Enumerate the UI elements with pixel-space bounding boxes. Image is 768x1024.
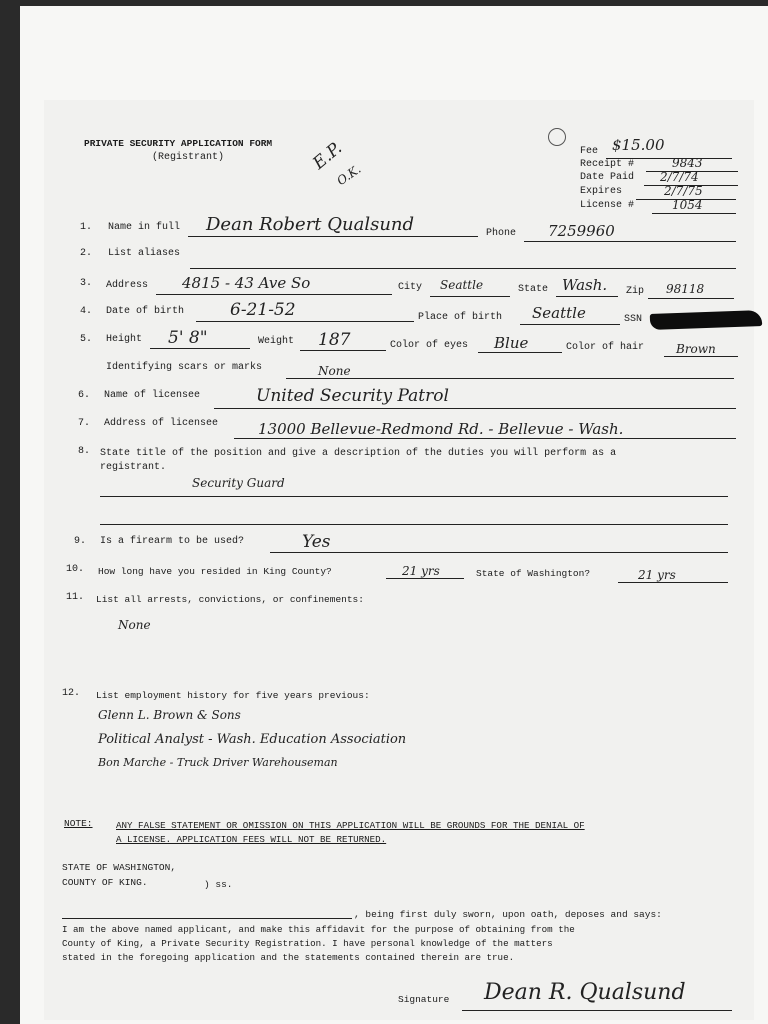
affidavit-line-2: I am the above named applicant, and make this affidavit for the purpose of obtaining from the	[62, 924, 575, 935]
employment-entry-1: Glenn L. Brown & Sons	[98, 708, 241, 722]
item-number-9: 9.	[74, 536, 87, 547]
form-title: PRIVATE SECURITY APPLICATION FORM	[84, 138, 273, 149]
punch-hole-mark	[548, 128, 566, 146]
licensee-label: Name of licensee	[104, 390, 201, 401]
weight-line	[300, 350, 386, 351]
state-line	[556, 296, 618, 297]
hair-label: Color of hair	[566, 342, 645, 353]
affidavit-line-4: stated in the foregoing application and the statements contained therein are true.	[62, 952, 515, 963]
hair-line	[664, 356, 738, 357]
pob-label: Place of birth	[418, 312, 503, 323]
scars-value: None	[318, 364, 351, 378]
date-paid-label: Date Paid	[580, 172, 635, 183]
position-line-1	[100, 496, 728, 497]
firearm-value: Yes	[302, 532, 331, 552]
arrests-label: List all arrests, convictions, or confinements:	[96, 594, 364, 605]
name-label: Name in full	[108, 222, 181, 233]
date-paid-value: 2/7/74	[660, 170, 699, 184]
expires-label: Expires	[580, 186, 623, 197]
county-residence-label: How long have you resided in King County?	[98, 566, 332, 577]
form-subtitle: (Registrant)	[152, 152, 225, 163]
zip-value: 98118	[666, 282, 705, 296]
affidavit-county: COUNTY OF KING.	[62, 877, 148, 888]
state-residence-value: 21 yrs	[638, 568, 676, 582]
zip-label: Zip	[626, 286, 645, 297]
pob-value: Seattle	[532, 304, 586, 322]
item-number-1: 1.	[80, 222, 93, 233]
phone-line	[524, 241, 736, 242]
phone-value: 7259960	[548, 222, 615, 240]
city-line	[430, 296, 510, 297]
aliases-line	[190, 268, 736, 269]
affidavit-line-3: County of King, a Private Security Registration. I have personal knowledge of the matters	[62, 938, 553, 949]
address-value: 4815 - 43 Ave So	[182, 274, 311, 292]
zip-line	[648, 298, 734, 299]
license-line	[652, 213, 736, 214]
state-residence-label: State of Washington?	[476, 568, 591, 579]
affidavit-line-1: , being first duly sworn, upon oath, deposes and says:	[354, 909, 662, 920]
position-label-1: State title of the position and give a description of the duties you will perform as a	[100, 448, 617, 459]
handwritten-initials: E.P.	[309, 138, 346, 174]
firearm-label: Is a firearm to be used?	[100, 536, 245, 547]
note-text-2: A LICENSE. APPLICATION FEES WILL NOT BE RETURNED.	[116, 834, 387, 845]
license-label: License #	[580, 200, 635, 211]
item-number-6: 6.	[78, 390, 91, 401]
licensee-value: United Security Patrol	[256, 386, 449, 406]
item-number-3: 3.	[80, 278, 93, 289]
county-residence-value: 21 yrs	[402, 564, 440, 578]
dob-label: Date of birth	[106, 306, 185, 317]
arrests-value: None	[118, 618, 151, 632]
fee-label: Fee	[580, 146, 599, 157]
employment-label: List employment history for five years previous:	[96, 690, 370, 701]
county-residence-line	[386, 578, 464, 579]
ssn-label: SSN	[624, 314, 643, 325]
handwritten-ok: O.K.	[334, 161, 364, 189]
item-number-4: 4.	[80, 306, 93, 317]
scars-label: Identifying scars or marks	[106, 362, 263, 373]
dob-value: 6-21-52	[230, 300, 296, 320]
height-label: Height	[106, 334, 143, 345]
height-line	[150, 348, 250, 349]
item-number-7: 7.	[78, 418, 91, 429]
address-line	[156, 294, 392, 295]
state-label: State	[518, 284, 549, 295]
expires-value: 2/7/75	[664, 184, 703, 198]
weight-label: Weight	[258, 336, 295, 347]
scars-line	[286, 378, 734, 379]
position-label-2: registrant.	[100, 462, 167, 473]
license-value: 1054	[672, 198, 703, 212]
name-value: Dean Robert Qualsund	[206, 214, 415, 235]
licensee-address-label: Address of licensee	[104, 418, 219, 429]
item-number-5: 5.	[80, 334, 93, 345]
eyes-label: Color of eyes	[390, 340, 469, 351]
signature-line	[462, 1010, 732, 1011]
note-text-1: ANY FALSE STATEMENT OR OMISSION ON THIS APPLICATION WILL BE GROUNDS FOR THE DENIAL OF	[116, 820, 585, 831]
fee-value: $15.00	[612, 136, 665, 154]
receipt-label: Receipt #	[580, 159, 635, 170]
employment-entry-3: Bon Marche - Truck Driver Warehouseman	[98, 756, 338, 769]
affiant-name-line	[62, 918, 352, 919]
position-line-2	[100, 524, 728, 525]
licensee-address-line	[234, 438, 736, 439]
item-number-11: 11.	[66, 592, 85, 603]
licensee-address-value: 13000 Bellevue-Redmond Rd. - Bellevue - Wash.	[258, 420, 624, 438]
item-number-12: 12.	[62, 688, 81, 699]
weight-value: 187	[318, 330, 351, 350]
affidavit-state: STATE OF WASHINGTON,	[62, 862, 177, 873]
affidavit-ss: ) ss.	[204, 879, 233, 890]
eyes-line	[478, 352, 562, 353]
name-line	[188, 236, 478, 237]
signature-label: Signature	[398, 994, 450, 1005]
note-label: NOTE:	[64, 818, 93, 829]
employment-entry-2: Political Analyst - Wash. Education Association	[98, 732, 407, 747]
aliases-label: List aliases	[108, 248, 181, 259]
position-value: Security Guard	[192, 476, 285, 490]
applicant-signature: Dean R. Qualsund	[484, 980, 686, 1005]
address-label: Address	[106, 280, 149, 291]
hair-value: Brown	[676, 342, 716, 356]
dob-line	[196, 321, 414, 322]
city-value: Seattle	[440, 278, 484, 292]
phone-label: Phone	[486, 228, 517, 239]
city-label: City	[398, 282, 423, 293]
item-number-2: 2.	[80, 248, 93, 259]
height-value: 5' 8"	[168, 328, 208, 348]
pob-line	[520, 324, 620, 325]
receipt-value: 9843	[672, 156, 703, 170]
state-residence-line	[618, 582, 728, 583]
page-texture	[44, 100, 754, 1020]
licensee-line	[214, 408, 736, 409]
state-value: Wash.	[562, 276, 608, 294]
item-number-10: 10.	[66, 564, 85, 575]
item-number-8: 8.	[78, 446, 91, 457]
firearm-line	[270, 552, 728, 553]
eyes-value: Blue	[494, 334, 529, 352]
